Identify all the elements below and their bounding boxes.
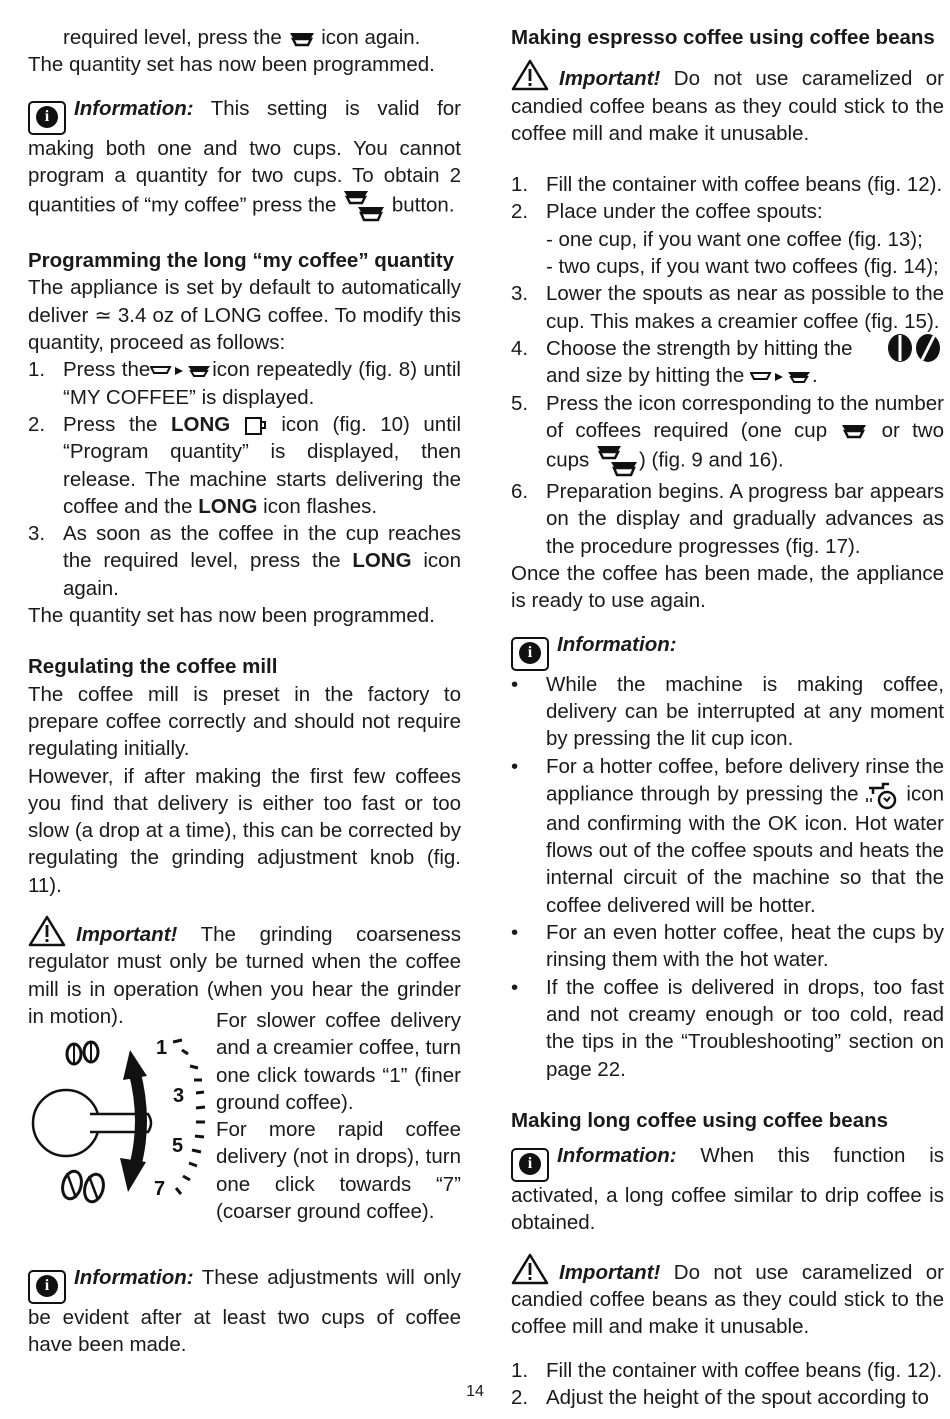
- one-cup-icon: [288, 31, 316, 47]
- info-icon: i: [511, 1148, 549, 1182]
- important-label: Important!: [559, 1260, 661, 1284]
- text: For a hotter coffee, before delivery rinse the appliance through by pressing the: [546, 754, 944, 806]
- mill-paragraph-1: The coffee mill is preset in the factory to prepare coffee correctly and should not require regulating initially.: [28, 682, 461, 761]
- dial-label-1: 1: [156, 1037, 168, 1059]
- info-label: Information:: [74, 1266, 194, 1289]
- dial-label-7: 7: [154, 1178, 166, 1200]
- step-number: 2.: [511, 200, 529, 224]
- long-done-text: The quantity set has now been programmed.: [28, 604, 435, 628]
- step-number: 1.: [511, 1358, 529, 1382]
- text: While the machine is making coffee, delivery can be interrupted at any moment by pressing the lit cup icon.: [546, 672, 944, 751]
- text: The grinding coarseness regulator must only be turned when the coffee mill is in operation (when you hear the grinder in motion).: [28, 923, 461, 1028]
- important-note-beans-2: [511, 1253, 944, 1341]
- warning-icon: [28, 915, 66, 947]
- text: ) (fig. 9 and 16).: [639, 448, 784, 472]
- step-number: 2.: [28, 412, 46, 436]
- cup-arrow-cup-icon: [750, 370, 812, 384]
- step-number: 1.: [28, 358, 46, 382]
- text: These adjustments will only be evident after at least two cups of coffee have been made.: [28, 1266, 461, 1357]
- ready-text: Once the coffee has been made, the appliance is ready to use again.: [511, 562, 944, 613]
- step-4: [511, 335, 944, 390]
- text: button.: [391, 193, 455, 217]
- text: Fill the container with coffee beans (fig. 12).: [546, 1358, 943, 1382]
- heading-coffee-mill: Regulating the coffee mill: [28, 655, 278, 679]
- text: icon again.: [63, 549, 461, 600]
- info-note-adjustments: [28, 1264, 461, 1359]
- two-cups-icon: [595, 444, 639, 478]
- text: Press the: [63, 358, 151, 382]
- step-5: [511, 390, 944, 479]
- page-number: 14: [466, 1383, 484, 1400]
- coarser-text: For more rapid coffee delivery (not in drops), turn one click towards “7” (coarser ground coffee).: [216, 1118, 461, 1224]
- step-number: 2.: [511, 1385, 529, 1409]
- step-number: 1.: [511, 173, 529, 197]
- step-number: 4.: [511, 336, 529, 360]
- info-note-adjustments-wrap: [28, 1264, 461, 1359]
- text: - one cup, if you want one coffee (fig. 13);: [546, 227, 923, 251]
- warning-icon: [511, 59, 549, 91]
- bullet-item: [511, 753, 944, 919]
- info-label: Information:: [557, 1144, 677, 1168]
- text: Lower the spouts as near as possible to the cup. This makes a creamier coffee (fig. 15).: [546, 282, 944, 333]
- text: Adjust the height of the spout according to: [546, 1385, 929, 1409]
- info-icon: i: [28, 101, 66, 135]
- mill-paragraph-2: However, if after making the first few coffees you find that delivery is either too fast or too slow (a drop at a time), this can be corrected by regulating the grinding adjustment knob (fig. 11).: [28, 764, 461, 897]
- text: If the coffee is delivered in drops, too fast and not creamy enough or too cold, read the tips in the “Troubleshooting” section on page 22.: [546, 975, 944, 1081]
- grinding-knob-illustration: [30, 1030, 220, 1220]
- long-steps: [28, 356, 461, 602]
- long-cup-icon: [244, 416, 268, 436]
- long-label: LONG: [171, 412, 231, 436]
- text: icon and confirming with the OK icon. Hot water flows out of the coffee spouts and heats the internal circuit of the machine so that the coffee delivered will be hotter.: [546, 782, 945, 917]
- info-note-long: [511, 1142, 944, 1237]
- left-column: [28, 24, 461, 1030]
- text: and size by hitting the: [546, 364, 745, 388]
- dial-label-5: 5: [172, 1135, 184, 1157]
- bullet-mark: •: [511, 921, 519, 945]
- dial-ticks: [173, 1040, 205, 1194]
- text: As soon as the coffee in the cup reaches the required level, press the: [63, 522, 461, 573]
- info-icon: i: [28, 1270, 66, 1304]
- step-number: 3.: [28, 522, 46, 546]
- text: Place under the coffee spouts:: [546, 200, 823, 224]
- long-label: LONG: [198, 494, 258, 518]
- step-number: 5.: [511, 391, 529, 415]
- text: icon flashes.: [257, 494, 378, 518]
- bullet-item: [511, 671, 944, 753]
- cup-arrow-cup-icon: [150, 364, 212, 378]
- warning-icon: [511, 1253, 549, 1285]
- heading-long-quantity: Programming the long “my coffee” quantity: [28, 249, 454, 273]
- right-column: [511, 24, 944, 1411]
- info-label: Information:: [74, 96, 194, 120]
- info-label: Information:: [557, 632, 677, 656]
- bullet-item: [511, 919, 944, 974]
- coarse-beans-icon: [60, 1169, 107, 1204]
- long-intro-text: The appliance is set by default to automatically deliver ≃ 3.4 oz of LONG coffee. To modify this quantity, proceed as follows:: [28, 276, 461, 355]
- dial-explanation: [216, 1007, 461, 1225]
- step-1: [28, 356, 461, 411]
- text: Press the: [63, 412, 171, 436]
- cont-paragraph: [28, 24, 461, 51]
- quantity-programmed-text: The quantity set has now been programmed.: [28, 53, 435, 77]
- text: icon (fig. 10) until “Program quantity” is displayed, then release. The machine starts delivering the coffee and the: [63, 412, 462, 518]
- fine-beans-icon: [67, 1042, 98, 1064]
- step-1: [511, 1357, 944, 1384]
- one-cup-icon: [839, 423, 869, 439]
- important-note-beans: [511, 59, 944, 147]
- bullet-item: [511, 974, 944, 1083]
- text: icon again.: [321, 26, 421, 49]
- text: .: [812, 364, 818, 388]
- step-6: [511, 478, 944, 560]
- step-1: [511, 171, 944, 198]
- text: required level, press the: [63, 26, 282, 49]
- text: This setting is valid for making both one and two cups. You cannot program a quantity for two cups. To obtain 2 quantities of “my coffee” press the: [28, 96, 461, 217]
- heading-espresso: Making espresso coffee using coffee beans: [511, 26, 935, 49]
- step-2: [511, 198, 944, 280]
- bullet-mark: •: [511, 672, 519, 696]
- hot-water-icon: [865, 780, 899, 810]
- step-3: [511, 280, 944, 335]
- info-heading: [511, 631, 944, 671]
- text: Do not use caramelized or candied coffee beans as they could stick to the coffee mill and make it unusable.: [511, 67, 944, 145]
- text: - two cups, if you want two coffees (fig. 14);: [546, 255, 939, 279]
- finer-text: For slower coffee delivery and a creamier coffee, turn one click towards “1” (finer ground coffee).: [216, 1009, 461, 1114]
- text: When this function is activated, a long coffee similar to drip coffee is obtained.: [511, 1144, 944, 1235]
- two-cups-icon: [342, 189, 386, 223]
- important-label: Important!: [76, 923, 178, 947]
- step-number: 3.: [511, 282, 529, 306]
- strength-beans-icon: [886, 333, 944, 363]
- heading-long-coffee: Making long coffee using coffee beans: [511, 1108, 889, 1132]
- step-number: 6.: [511, 480, 529, 504]
- info-icon: i: [511, 637, 549, 671]
- important-label: Important!: [559, 67, 661, 91]
- espresso-steps: [511, 171, 944, 560]
- text: Fill the container with coffee beans (fig. 12).: [546, 173, 943, 197]
- long-label: LONG: [352, 549, 412, 573]
- text: Choose the strength by hitting the: [546, 336, 853, 360]
- step-2: [28, 411, 461, 520]
- bullet-mark: •: [511, 975, 519, 999]
- info-bullets: [511, 671, 944, 1083]
- text: or two cups: [546, 418, 944, 472]
- text: Press the icon corresponding to the number of coffees required (one cup: [546, 391, 944, 442]
- bullet-mark: •: [511, 754, 519, 778]
- text: Preparation begins. A progress bar appears on the display and gradually advances as the procedure progresses (fig. 17).: [546, 480, 944, 558]
- text: Do not use caramelized or candied coffee beans as they could stick to the coffee mill and make it unusable.: [511, 1260, 944, 1339]
- text: icon repeatedly (fig. 8) until “MY COFFEE” is displayed.: [63, 358, 461, 409]
- info-note-cups: [28, 95, 461, 224]
- dial-label-3: 3: [173, 1085, 185, 1107]
- text: For an even hotter coffee, heat the cups by rinsing them with the hot water.: [546, 921, 944, 972]
- step-3: [28, 520, 461, 602]
